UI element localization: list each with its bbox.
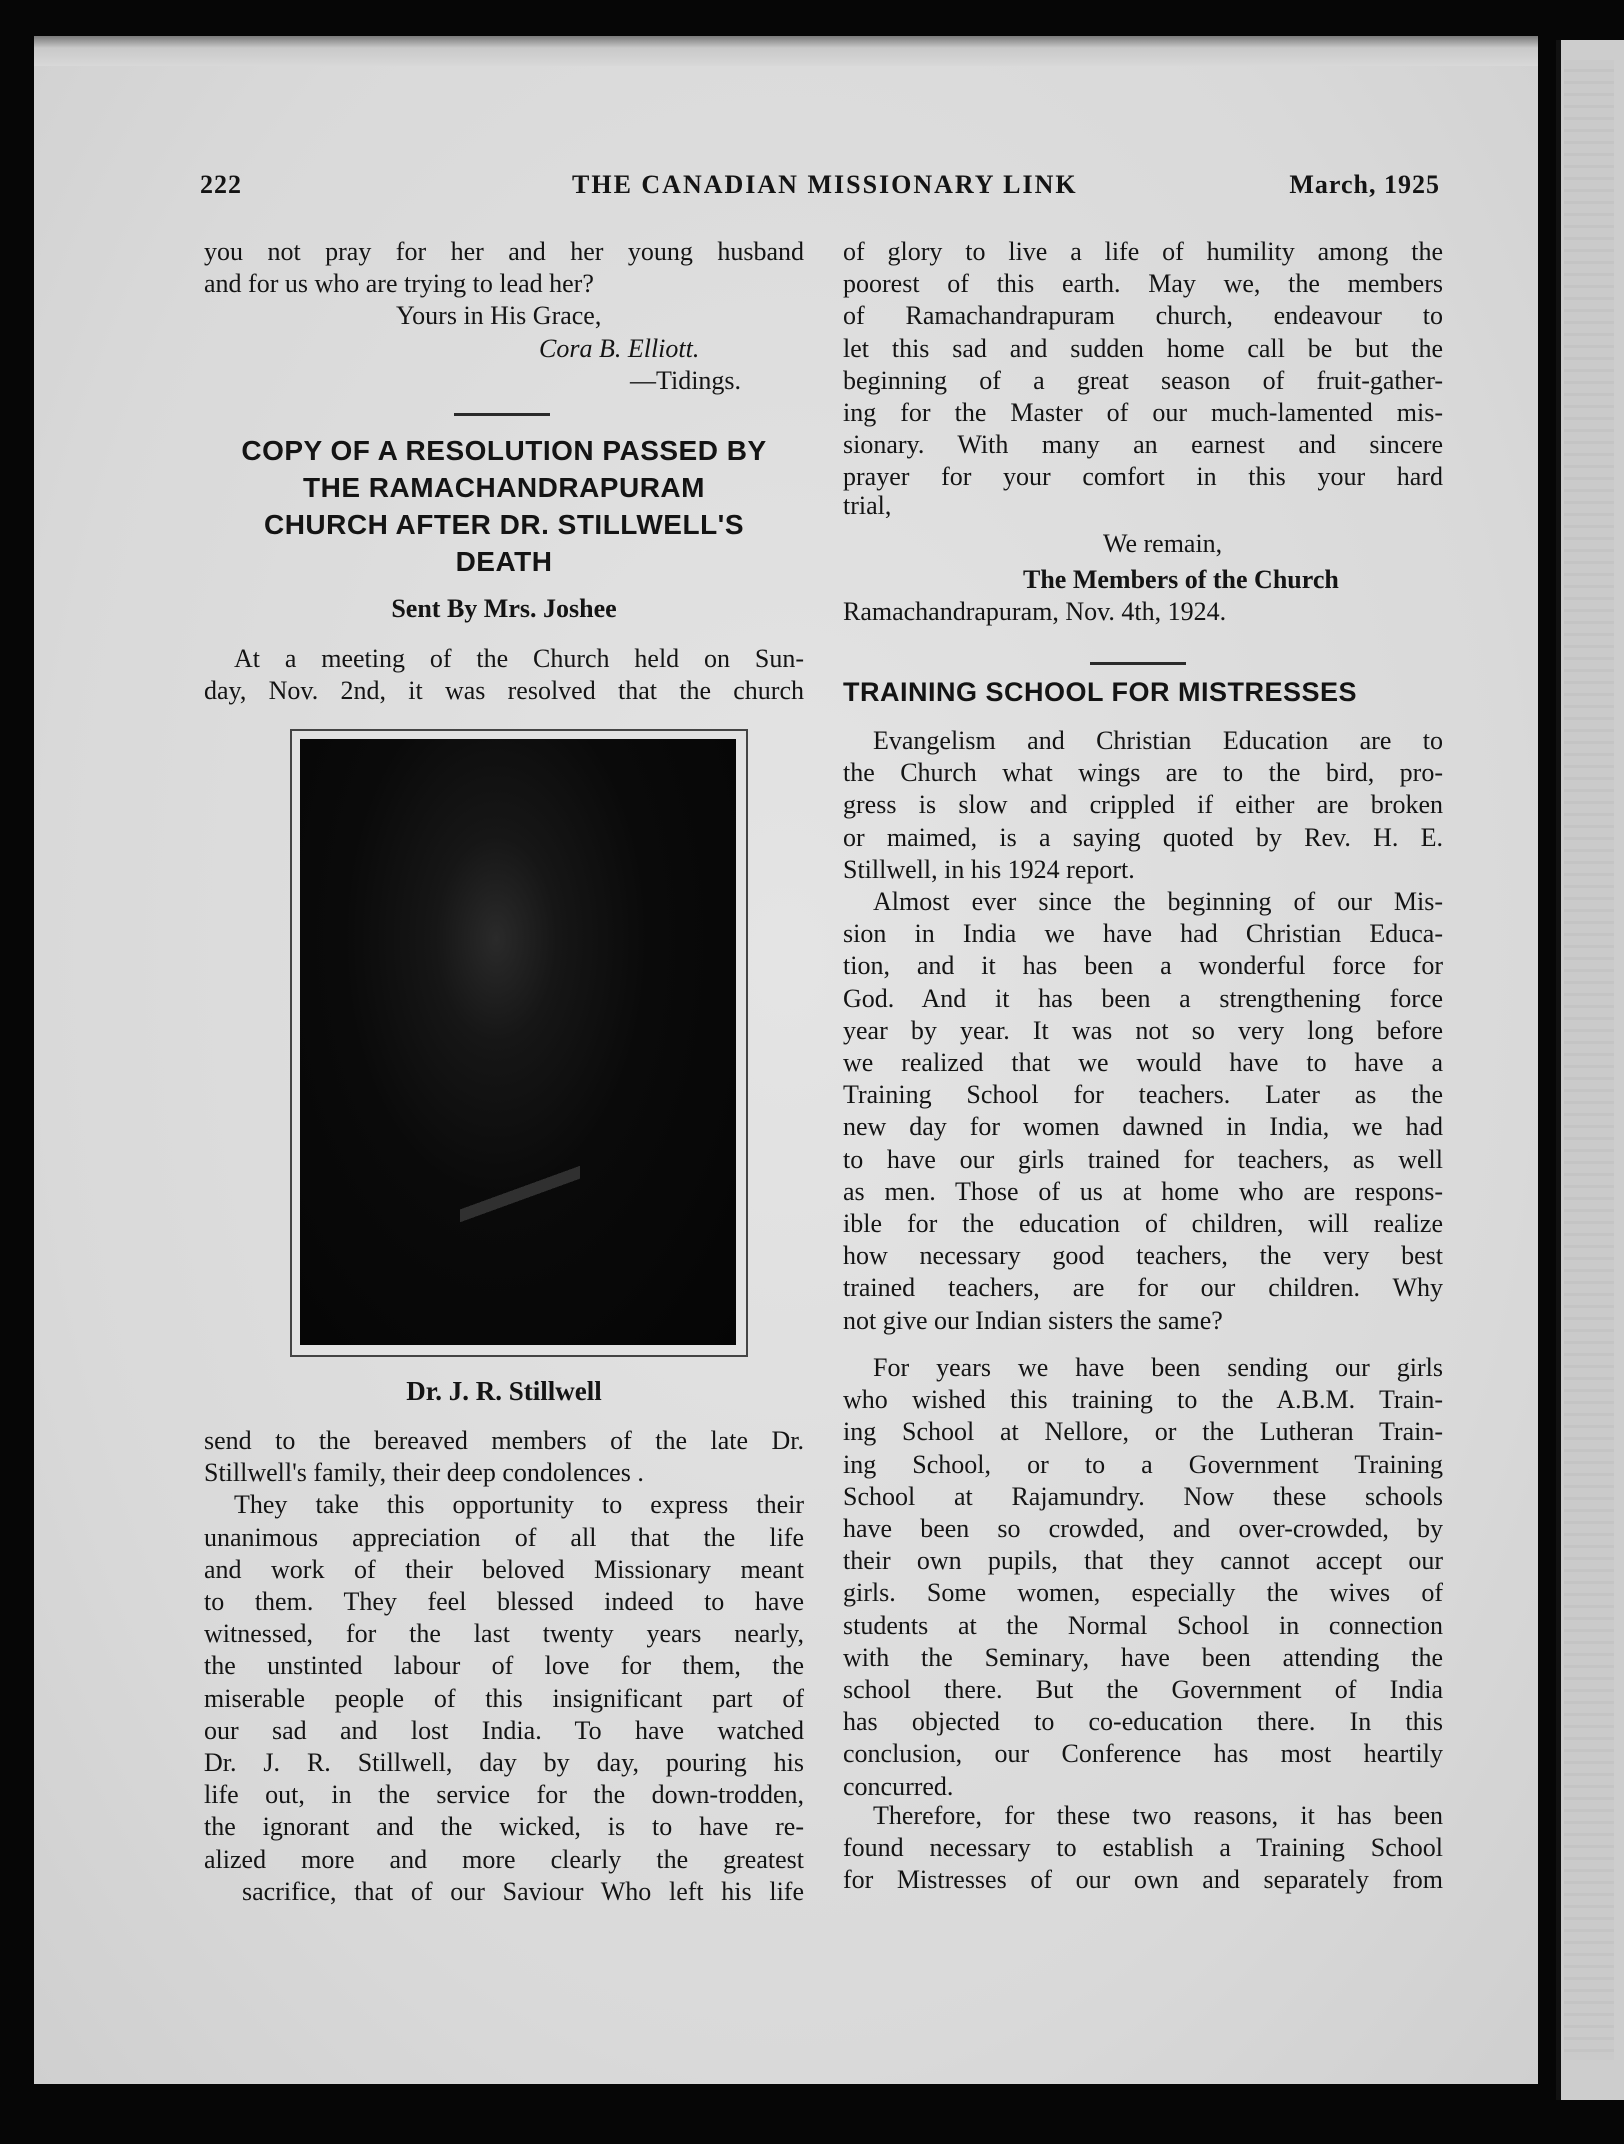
text-line: Training School for teachers. Later as the [843,1080,1443,1110]
text-line: sion in India we have had Christian Educa- [843,919,1443,949]
resolution-intro [204,643,804,707]
text-line: let this sad and sudden home call be but the [843,333,1443,363]
text-line: tion, and it has been a wonderful force for [843,951,1443,981]
training-para-4 [843,1800,1443,1897]
text-line: and for us who are trying to lead her? [204,269,594,299]
text-line: has objected to co-education there. In this [843,1707,1443,1737]
text-line: the Church what wings are to the bird, pro- [843,758,1443,788]
training-para-3 [843,1352,1443,1803]
photo-caption: Dr. J. R. Stillwell [406,1376,602,1406]
text-line: new day for women dawned in India, we had [843,1112,1443,1142]
text-line: you not pray for her and her young husband [204,237,804,266]
text-line: their own pupils, that they cannot accept our [843,1546,1443,1576]
text-line: to them. They feel blessed indeed to have [204,1587,804,1617]
text-line: prayer for your comfort in this your hard [843,462,1443,492]
heading-line: CHURCH AFTER DR. STILLWELL'S [263,509,745,540]
text-line: Therefore, for these two reasons, it has been [873,1801,1443,1830]
text-line: to have our girls trained for teachers, as well [843,1144,1443,1174]
heading-line: DEATH [455,546,553,577]
text-line: day, Nov. 2nd, it was resolved that the church [204,676,804,706]
text-line: for Mistresses of our own and separately from [843,1865,1443,1895]
text-line: school there. But the Government of India [843,1675,1443,1705]
publication-title: THE CANADIAN MISSIONARY LINK [572,170,1078,199]
resolution-heading [204,432,804,580]
text-line: sionary. With many an earnest and sincere [843,430,1443,460]
text-line: our sad and lost India. To have watched [204,1715,804,1745]
text-line: concurred. [843,1771,954,1801]
text-line: or maimed, is a saying quoted by Rev. H. E. [843,822,1443,852]
training-para-1 [843,725,1443,886]
text-line: send to the bereaved members of the late Dr. [204,1426,804,1455]
text-line: Almost ever since the beginning of our Mis- [873,887,1443,916]
text-line: alized more and more clearly the greatest [204,1844,804,1874]
letter-signature: Cora B. Elliott. [539,333,700,363]
portrait-collar-detail [460,1124,580,1294]
page-top-edge [34,36,1538,66]
text-line: ing for the Master of our much-lamented mis- [843,398,1443,428]
text-line: with the Seminary, have been attending the [843,1642,1443,1672]
running-head [200,170,1440,210]
letter-source: —Tidings. [630,365,742,395]
portrait-image [300,739,736,1345]
text-line: found necessary to establish a Training School [843,1833,1443,1863]
text-line: School at Rajamundry. Now these schools [843,1481,1443,1511]
portrait-photo [290,729,748,1357]
text-line: For years we have been sending our girls [873,1353,1443,1382]
letter-place-date: Ramachandrapuram, Nov. 4th, 1924. [843,597,1227,627]
text-line: life out, in the service for the down-trodden, [204,1780,804,1810]
text-line: of glory to live a life of humility among the [843,237,1443,266]
letter-closing: Yours in His Grace, [396,301,602,331]
text-line: poorest of this earth. May we, the members [843,269,1443,299]
training-school-heading: TRAINING SCHOOL FOR MISTRESSES [843,677,1358,707]
text-line: not give our Indian sisters the same? [843,1305,1223,1335]
previous-letter-ending [204,236,804,397]
letter-signature: The Members of the Church [1023,564,1339,594]
text-line: gress is slow and crippled if either are broken [843,790,1443,820]
issue-date: March, 1925 [1289,170,1440,199]
letter-closing: We remain, [1103,528,1223,558]
section-divider [454,413,550,416]
section-divider [1090,662,1186,665]
resolution-continuation [843,236,1443,628]
page-number: 222 [200,170,242,199]
text-line: Stillwell, in his 1924 report. [843,854,1135,884]
text-line: the unstinted labour of love for them, the [204,1651,804,1681]
text-line: trained teachers, are for our children. Why [843,1273,1443,1303]
text-line: unanimous appreciation of all that the life [204,1522,804,1552]
text-line: and work of their beloved Missionary meant [204,1554,804,1584]
text-line: who wished this training to the A.B.M. Train- [843,1385,1443,1415]
resolution-byline: Sent By Mrs. Joshee [391,594,617,623]
text-line: how necessary good teachers, the very best [843,1241,1443,1271]
text-line: miserable people of this insignificant part of [204,1683,804,1713]
text-line: as men. Those of us at home who are respons- [843,1176,1443,1206]
text-line: ing School, or to a Government Training [843,1449,1443,1479]
text-line: witnessed, for the last twenty years nearly, [204,1619,804,1649]
text-line: Stillwell's family, their deep condolences . [204,1458,644,1488]
text-line: conclusion, our Conference has most heartily [843,1739,1443,1769]
text-line: of Ramachandrapuram church, endeavour to [843,301,1443,331]
heading-line: THE RAMACHANDRAPURAM [303,472,705,503]
text-line: students at the Normal School in connection [843,1610,1443,1640]
text-line: beginning of a great season of fruit-gather- [843,365,1443,395]
text-line: sacrifice, that of our Saviour Who left his life [242,1876,804,1906]
text-line: At a meeting of the Church held on Sun- [234,644,804,673]
text-line: Evangelism and Christian Education are to [873,726,1443,755]
resolution-body [204,1425,804,1908]
heading-line: COPY OF A RESOLUTION PASSED BY [241,435,767,466]
text-line: trial, [843,493,892,518]
text-line: ible for the education of children, will realize [843,1209,1443,1239]
text-line: the ignorant and the wicked, is to have re- [204,1812,804,1842]
text-line: ing School at Nellore, or the Lutheran Train- [843,1417,1443,1447]
text-line: Dr. J. R. Stillwell, day by day, pouring his [204,1748,804,1778]
text-line: They take this opportunity to express their [234,1490,804,1520]
training-para-2 [843,886,1443,1337]
text-line: year by year. It was not so very long before [843,1015,1443,1045]
text-line: girls. Some women, especially the wives of [843,1578,1443,1608]
text-line: have been so crowded, and over-crowded, by [843,1514,1443,1544]
adjacent-page-texture [1564,60,1614,2060]
text-line: God. And it has been a strengthening force [843,983,1443,1013]
text-line: we realized that we would have to have a [843,1048,1443,1078]
